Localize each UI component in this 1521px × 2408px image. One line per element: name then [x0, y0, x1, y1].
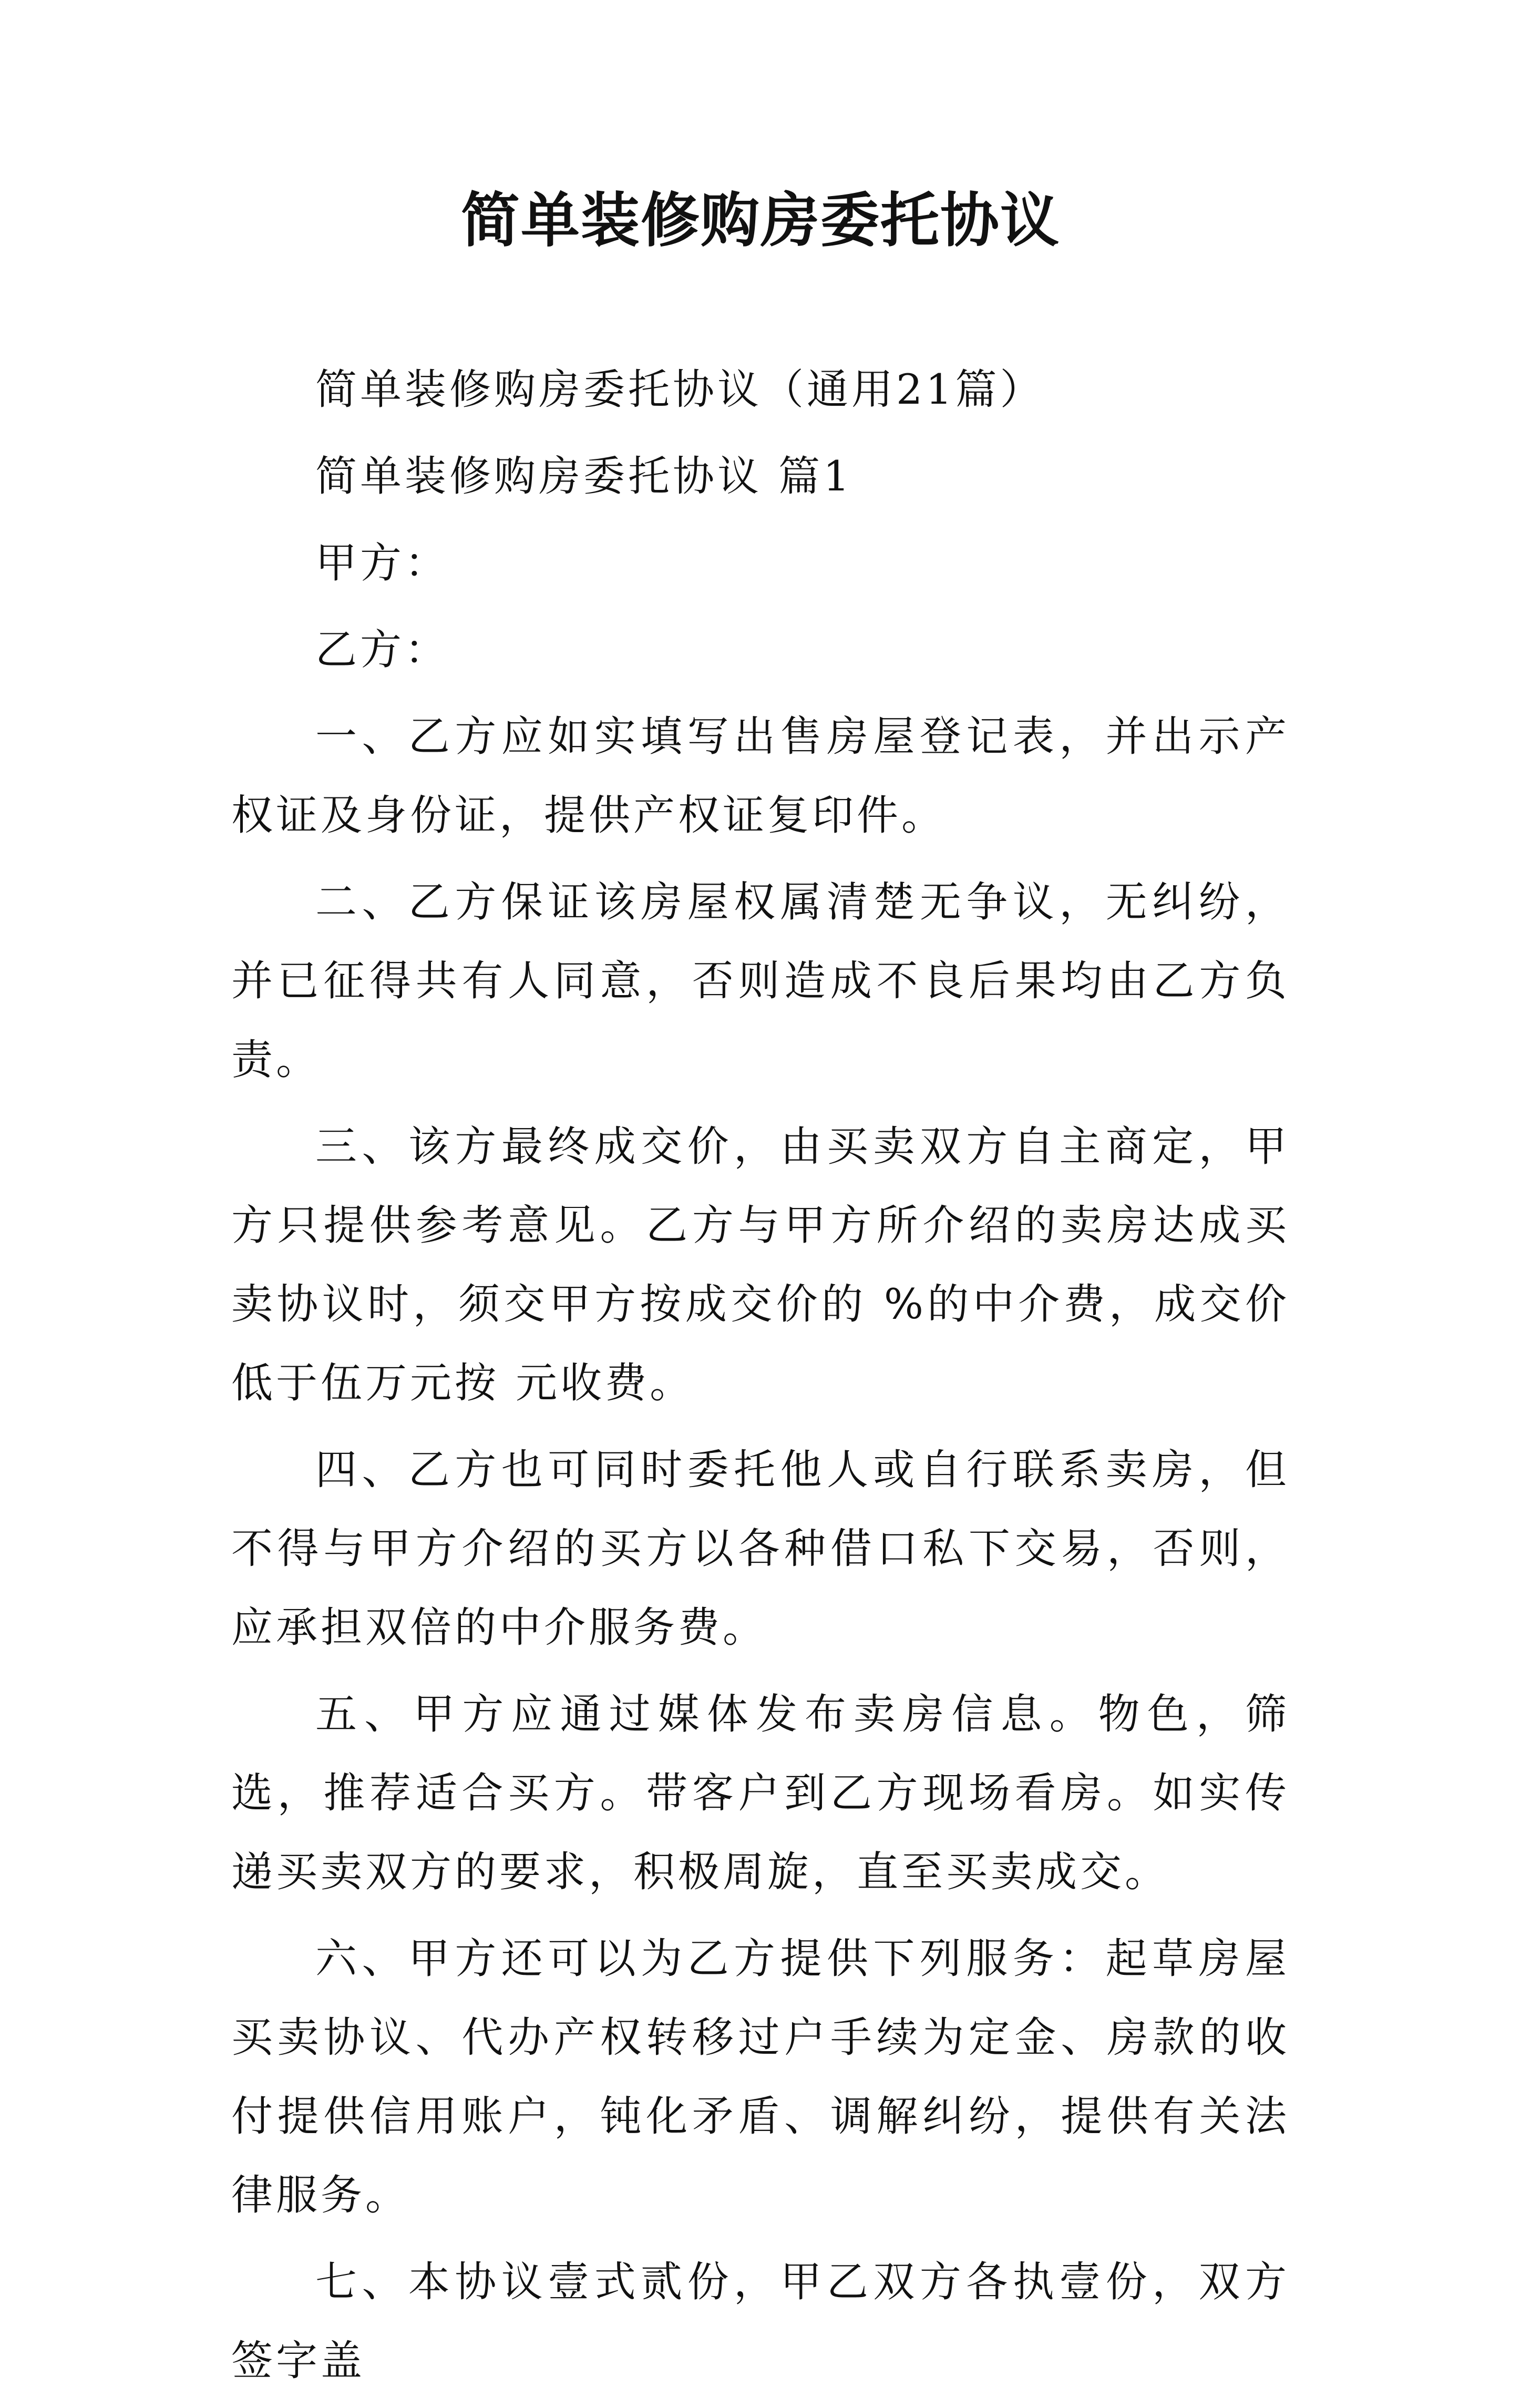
clause-5: 五、甲方应通过媒体发布卖房信息。物色，筛选，推荐适合买方。带客户到乙方现场看房。如实传递买卖双方的要求，积极周旋，直至买卖成交。 [231, 1690, 1290, 1896]
clause-1: 一、乙方应如实填写出售房屋登记表，并出示产权证及身份证，提供产权证复印件。 [231, 712, 1290, 839]
subtitle-line: 简单装修购房委托协议（通用21篇） [315, 365, 1045, 414]
section-heading: 简单装修购房委托协议 篇1 [315, 452, 853, 500]
clause-6: 六、甲方还可以为乙方提供下列服务：起草房屋买卖协议、代办产权转移过户手续为定金、房款的收付提供信用账户，钝化矛盾、调解纠纷，提供有关法律服务。 [231, 1934, 1290, 2219]
clause-4: 四、乙方也可同时委托他人或自行联系卖房，但不得与甲方介绍的买方以各种借口私下交易，否则，应承担双倍的中介服务费。 [231, 1446, 1290, 1652]
clause-2: 二、乙方保证该房屋权属清楚无争议，无纠纷，并已征得共有人同意，否则造成不良后果均由乙方负责。 [231, 878, 1290, 1084]
clause-7: 七、本协议壹式贰份，甲乙双方各执壹份，双方签字盖 [231, 2258, 1290, 2385]
party-a-line: 甲方： [315, 539, 449, 587]
party-b-line: 乙方： [315, 626, 449, 674]
document-title: 简单装修购房委托协议 [461, 186, 1060, 255]
clause-3: 三、该方最终成交价，由买卖双方自主商定，甲方只提供参考意见。乙方与甲方所介绍的卖房达成买卖协议时，须交甲方按成交价的 %的中介费，成交价低于伍万元按 元收费。 [231, 1122, 1290, 1407]
document-body [231, 350, 1290, 2408]
